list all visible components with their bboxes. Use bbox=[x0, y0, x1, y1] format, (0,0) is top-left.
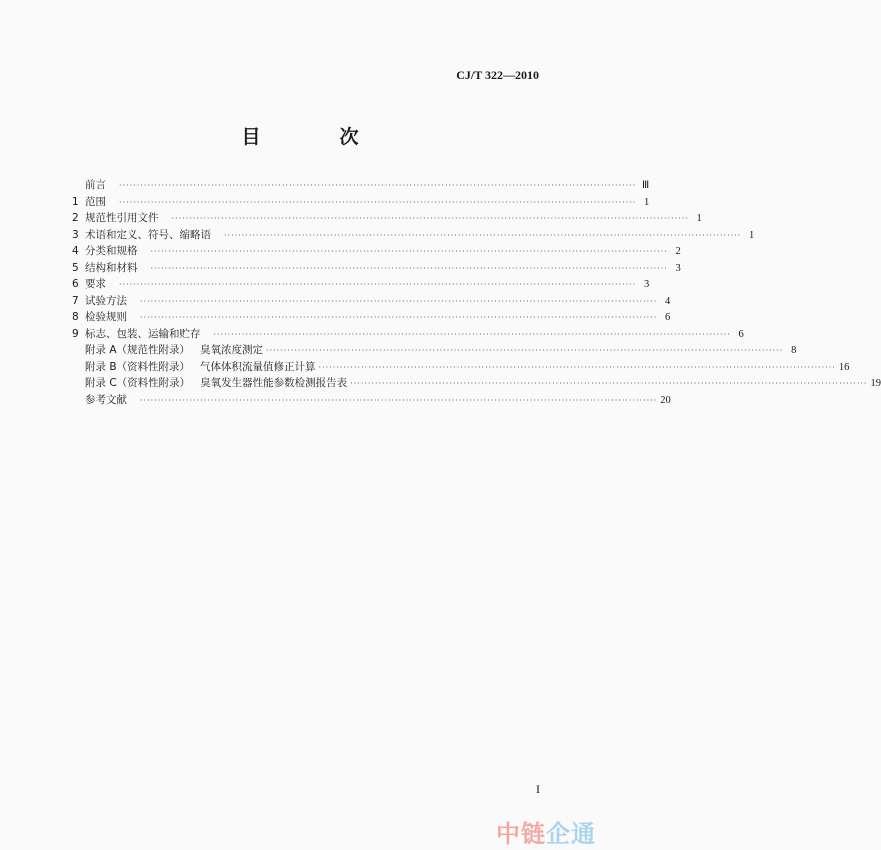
toc-entry-label: 标志、包装、运输和贮存 bbox=[85, 327, 201, 340]
toc-entry[interactable] bbox=[72, 326, 744, 343]
toc-entry-number: 5 bbox=[72, 261, 79, 274]
page-title: 目 次 bbox=[241, 126, 389, 148]
toc-leader-dots: ·················································································································································· bbox=[213, 329, 731, 339]
toc-entry-page: 6 bbox=[738, 328, 744, 340]
toc-entry-number: 4 bbox=[72, 245, 79, 257]
toc-entry-page: Ⅲ bbox=[642, 180, 650, 191]
watermark-text-part1: 中链 bbox=[496, 820, 546, 848]
toc-entry-page: 16 bbox=[838, 361, 850, 373]
toc-entry-label: 范围 bbox=[85, 195, 106, 208]
toc-entry-page: 3 bbox=[675, 262, 681, 274]
toc-entry-page: 3 bbox=[644, 279, 650, 290]
toc-leader-dots: ·················································································································································· bbox=[140, 296, 658, 306]
toc-entry[interactable] bbox=[72, 309, 671, 326]
toc-entry-number: 3 bbox=[72, 228, 79, 241]
toc-entry-subtitle: 臭氧发生器性能参数检测报告表 bbox=[200, 377, 348, 389]
watermark-logo bbox=[496, 814, 596, 849]
toc-entry[interactable] bbox=[72, 243, 681, 260]
toc-entry[interactable] bbox=[72, 194, 650, 211]
toc-entry[interactable] bbox=[72, 342, 797, 359]
toc-leader-dots: ·················································································································································· bbox=[119, 280, 637, 289]
toc-entry-number: 2 bbox=[72, 212, 79, 224]
toc-entry-number: 6 bbox=[72, 278, 79, 290]
toc-entry-page: 1 bbox=[644, 196, 650, 208]
toc-entry-label: 分类和规格 bbox=[85, 245, 138, 257]
toc-entry-label: 附录 A（规范性附录） bbox=[85, 344, 191, 356]
table-of-contents bbox=[72, 177, 881, 408]
toc-entry-number: 8 bbox=[72, 311, 79, 323]
toc-entry-page: 20 bbox=[660, 394, 671, 406]
toc-entry-label: 检验规则 bbox=[85, 311, 127, 323]
toc-entry[interactable] bbox=[72, 375, 881, 392]
standard-code: CJ/T 322—2010 bbox=[456, 68, 539, 82]
toc-entry[interactable] bbox=[72, 293, 671, 310]
toc-entry-label: 术语和定义、符号、缩略语 bbox=[85, 228, 211, 241]
toc-entry[interactable] bbox=[72, 177, 650, 194]
toc-entry[interactable] bbox=[72, 210, 702, 227]
toc-entry-page: 1 bbox=[696, 213, 702, 224]
toc-entry-label: 附录 B（资料性附录） bbox=[85, 360, 191, 373]
toc-leader-dots: ·················································································································································· bbox=[150, 247, 668, 256]
toc-entry-page: 4 bbox=[665, 295, 671, 307]
toc-leader-dots: ·················································································································································· bbox=[140, 395, 658, 405]
toc-leader-dots: ·················································································································································· bbox=[318, 362, 836, 372]
toc-entry-number: 1 bbox=[72, 195, 79, 208]
toc-entry-label: 试验方法 bbox=[85, 294, 127, 307]
toc-leader-dots: ·················································································································································· bbox=[150, 263, 668, 273]
toc-entry[interactable] bbox=[72, 227, 755, 244]
toc-entry[interactable] bbox=[72, 260, 681, 277]
toc-entry-subtitle: 臭氧浓度测定 bbox=[200, 344, 264, 356]
toc-entry[interactable] bbox=[72, 392, 671, 409]
toc-entry-number: 7 bbox=[72, 294, 79, 307]
toc-leader-dots: ·················································································································································· bbox=[119, 197, 637, 207]
toc-entry[interactable] bbox=[72, 276, 650, 293]
toc-leader-dots: ·················································································································································· bbox=[140, 313, 658, 322]
toc-entry-page: 1 bbox=[749, 229, 755, 241]
watermark-text-part2: 企通 bbox=[546, 820, 596, 848]
toc-entry-number: 9 bbox=[72, 327, 79, 340]
toc-entry[interactable] bbox=[72, 359, 850, 376]
toc-entry-subtitle: 气体体积流量值修正计算 bbox=[200, 360, 316, 373]
toc-entry-label: 附录 C（资料性附录） bbox=[85, 377, 191, 389]
toc-leader-dots: ·················································································································································· bbox=[350, 379, 868, 388]
toc-leader-dots: ·················································································································································· bbox=[224, 230, 742, 240]
page-number: I bbox=[536, 782, 540, 796]
toc-entry-label: 前言 bbox=[85, 179, 106, 191]
toc-entry-label: 要求 bbox=[85, 278, 106, 290]
toc-entry-label: 参考文献 bbox=[85, 393, 127, 406]
toc-entry-page: 6 bbox=[665, 312, 671, 323]
toc-entry-page: 2 bbox=[675, 246, 681, 257]
toc-entry-page: 19 bbox=[870, 378, 881, 389]
toc-leader-dots: ·················································································································································· bbox=[119, 181, 637, 190]
toc-leader-dots: ·················································································································································· bbox=[171, 214, 689, 223]
toc-entry-label: 结构和材料 bbox=[85, 261, 138, 274]
toc-leader-dots: ·················································································································································· bbox=[266, 346, 784, 355]
toc-entry-page: 8 bbox=[791, 345, 797, 356]
toc-entry-label: 规范性引用文件 bbox=[85, 212, 159, 224]
